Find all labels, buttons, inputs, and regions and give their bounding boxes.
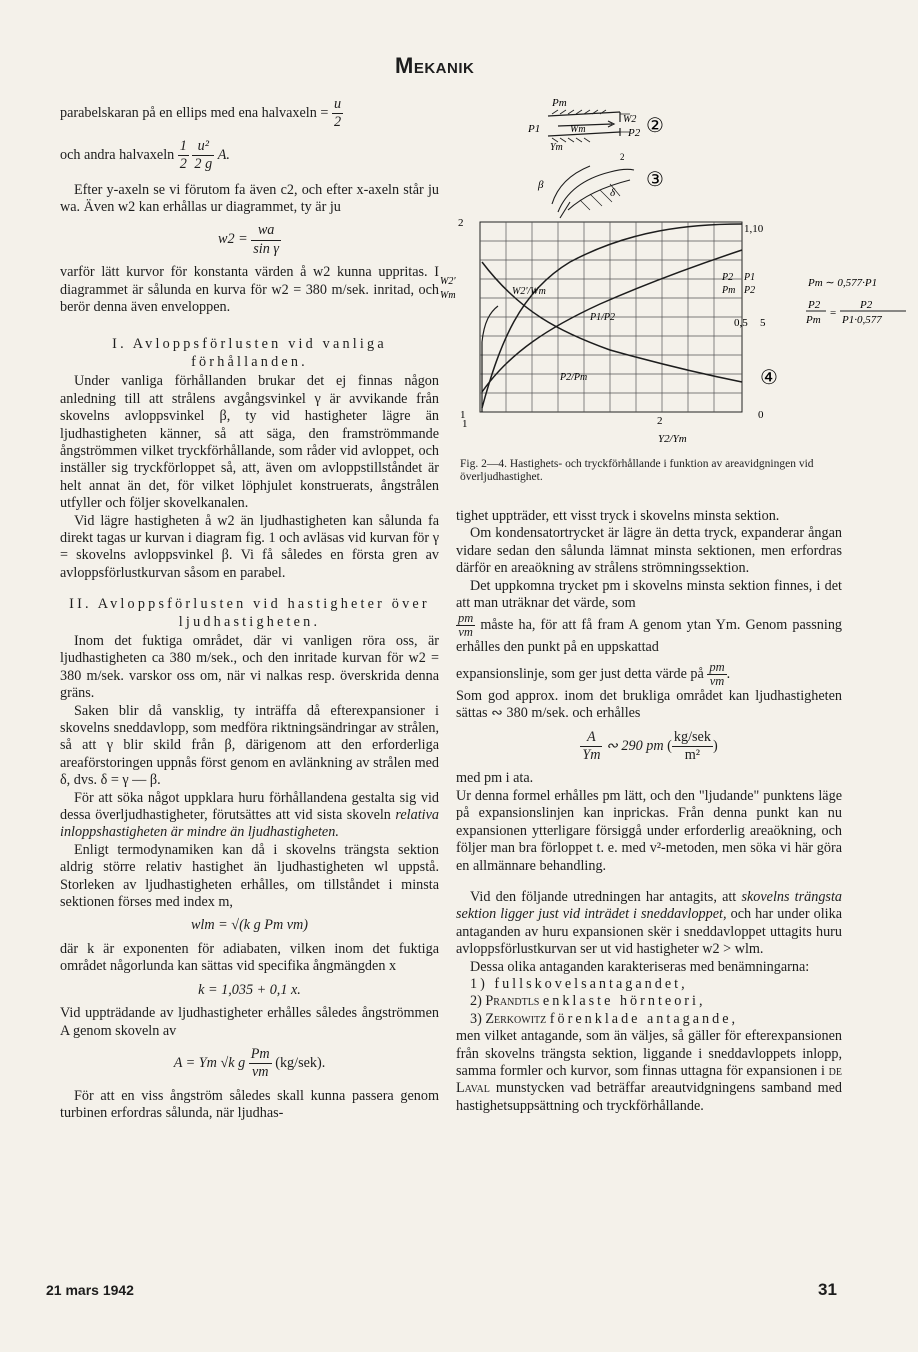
- formula: $\frac{A}{Ym}$ ∾ 290 pm ( $\frac{\text{kg/sek}}{\text{m²}}$ ): [582, 728, 718, 764]
- list-item: 3) Zerkowitz förenklade antagande,: [470, 1010, 739, 1027]
- left-column: [60, 96, 439, 1123]
- list-item: 1) fullskovelsantagandet,: [470, 975, 688, 992]
- footer-date: 21 mars 1942: [46, 1282, 134, 1298]
- box-label-p1: P1: [744, 272, 756, 283]
- paragraph: och andra halvaxeln $\frac{1}{2}$ $\frac{\text{u²}}{2 g}$ A.: [60, 137, 230, 173]
- axis-label-2b: 2: [657, 415, 663, 427]
- blade-schematic-2: [548, 110, 630, 142]
- paragraph: Vid den följande utredningen har antagits, att skovelns trängsta sektion ligger just vid inträdet i sneddavloppet, och har under olika antaganden av huru expansionen skër i sneddavloppet uttagits huru avloppsförlustkurvan ser ut vid hastigheter w2 > wlm.: [456, 888, 842, 958]
- formula: w2 = $\frac{wa}{\text{sin γ}}$: [218, 222, 279, 257]
- figure-number-3: ③: [646, 169, 664, 191]
- fraction: $\frac{\text{kg/sek}}{\text{m²}}$: [673, 728, 711, 764]
- equation-ratio-lhs-d: Pm: [806, 314, 821, 326]
- paragraph: För att en viss ångström således skall kunna passera genom turbinen erfordras sålunda, när ljudhas-: [60, 1087, 439, 1122]
- formula: A = Ym √k g $\frac{Pm}{vm}$ (kg/sek).: [173, 1045, 326, 1081]
- equation-pm: Pm ∼ 0,577·P1: [808, 277, 878, 289]
- paragraph: där k är exponenten för adiabaten, vilken inom det fuktiga området någorlunda kan sättas vid specifika ångmängden x: [60, 940, 439, 975]
- fraction: $\frac{Pm}{vm}$: [250, 1045, 270, 1081]
- paragraph: tighet uppträder, ett visst tryck i skovelns minsta sektion.: [456, 508, 780, 524]
- fraction: $\frac{pm}{vm}$: [458, 611, 474, 640]
- paragraph: Som god approx. inom det brukliga området kan ljudhastigheten sättas ∾ 380 m/sek. och erhålles: [456, 687, 842, 722]
- equation-ratio-rhs-n: P2: [860, 299, 873, 311]
- paragraph: Saken blir då vansklig, ty inträffa då efterexpansioner i skovelns sneddavlopp, som medföra riktningsändringar av strålen, så att γ blir skild från β, därigenom att den erforderliga areaförstoringen uppnås först genom en avlänkning av strålen med δ, dvs. δ = γ — β.: [60, 702, 439, 789]
- paragraph: $\frac{pm}{vm}$ måste ha, för att få fram A genom ytan Ym. Genom passning erhålles den punkt på en uppskattad: [456, 611, 843, 656]
- box-label-p2: P2: [722, 272, 734, 283]
- paragraph: Ur denna formel erhålles pm lätt, och den "ljudande" punktens läge på expansionslinjen kan inprickas. Från denna punkt kan nu expansionen ytterligare försiggå under erforderlig areaökning, och följer man bra förloppet t. e. med v²-metoden, men söka vi här göra en allmännare behandling.: [456, 787, 842, 874]
- figure-number-2: ②: [646, 115, 664, 137]
- y-axis-label-bottom: Wm: [440, 290, 456, 301]
- label-pm: Pm: [552, 97, 567, 109]
- section-header: Mekanik: [395, 53, 475, 78]
- paragraph: varför lätt kurvor för konstanta värden å w2 kunna uppritas. I diagrammet är sålunda en kurva för w2 = 380 m/sek. inritad, och berör denna även enveloppen.: [60, 264, 439, 316]
- label-p1: P1: [528, 123, 541, 135]
- y-axis-label-top: W2': [440, 276, 456, 287]
- section-heading: I. Avloppsförlusten vid vanliga förhållanden.: [112, 336, 387, 370]
- label-p2: P2: [628, 127, 641, 139]
- paragraph: parabelskaran på en ellips med ena halvaxeln = $\frac{u}{2}$: [60, 96, 342, 131]
- label-ym: Ym: [550, 142, 563, 153]
- list-item: 2) Prandtls enklaste hörnteori,: [470, 993, 706, 1010]
- paragraph: Vid lägre hastigheten å w2 än ljudhastigheten kan sålunda fa direkt tagas ur kurvan i diagram fig. 1 och avläsas vid kurvan för γ = skovelns avloppsvinkel β. Vi få således en första gren av avloppsförlustkurvan såsom en parabel.: [60, 512, 439, 581]
- paragraph: med pm i ata.: [456, 770, 534, 787]
- paragraph: Under vanliga förhållanden brukar det ej finnas någon anledning till att strålens avgångsvinkel γ är avvikande från skovelns avloppsvinkel β, ty vid hastigheter lägre än ljudhastigheten känner, så att säga, den framströmmande ångströmmen vilket tryckförhållande, som råder vid avloppet, och inställer sig tryckförloppet så, att, även om avloppstillståndet är helt annat än det, för vilket löphjulet konstruerats, ångstrålen utfyller och följer skovelkanalen.: [60, 373, 439, 512]
- paragraph: Dessa olika antaganden karakteriseras med benämningarna:: [470, 958, 810, 975]
- label-beta: β: [538, 179, 544, 191]
- axis-label-1-10: 1,10: [744, 223, 764, 235]
- curve-label-p1: P1/P2: [590, 312, 615, 323]
- curve-label-w: W2'/Wm: [512, 286, 546, 297]
- paragraph: Det uppkomna trycket pm i skovelns minsta sektion finnes, i det att man uträknar det värde, som: [456, 577, 842, 612]
- axis-label-1: 1: [460, 409, 466, 421]
- paragraph: Vid uppträdande av ljudhastigheter erhålles således ångströmmen A genom skoveln av: [60, 1005, 439, 1039]
- axis-label-0: 0: [758, 409, 764, 421]
- paragraph: För att söka något uppklara huru förhållandena gestalta sig vid dessa överljudhastigheter, förutsättes att vid sista skoveln relativa inloppshastigheten är mindre än ljudhastigheten.: [60, 789, 439, 841]
- paragraph: Inom det fuktiga området, där vi vanligen röra oss, är ljudhastigheten ca 380 m/sek., och den inritade kurvan för w2 = 380 m/sek. varskor oss om, när vi nalkas resp. överskrida denna gräns.: [60, 632, 439, 702]
- equation-ratio-rhs-d: P1·0,577: [842, 314, 882, 326]
- paragraph: Enligt termodynamiken kan då i skovelns trängsta sektion aldrig större relativ hastighet än ljudhastigheten wl uppstå. Storleken av ljudhastigheten erhålles, om tillståndet i minsta sektionen förses med index m,: [60, 841, 439, 911]
- label-wm: Wm: [570, 124, 586, 135]
- section-heading: II. Avloppsförlusten vid hastigheter över ljudhastigheten.: [69, 596, 430, 630]
- paragraph: Om kondensatortrycket är lägre än detta tryck, expanderar ångan vidare sedan den sålunda lämnat minsta sektionen, men erfordras därför en areaökning av strålens strömningssektion.: [456, 525, 842, 577]
- label-2: 2: [620, 152, 625, 162]
- paragraph: men vilket antagande, som än väljes, så gäller för efterexpansionen från skovelns trängsta sektion, liggande i sneddavloppets inlopp, samma formler och kurvor, som finnas uttagna för expansionen i de Laval munstycken vad beträffar areautvidgningens samband med hastighetsuppsättning och tryckförhållande.: [456, 1028, 843, 1114]
- fraction: $\frac{u}{2}$: [333, 96, 342, 131]
- axis-label-1b: 1: [462, 418, 468, 430]
- fraction: $\frac{1}{2}$: [179, 137, 187, 173]
- formula: wlm = √(k g Pm vm): [190, 917, 309, 934]
- figure-number-4: ④: [760, 367, 778, 389]
- equation-equals: =: [830, 307, 837, 319]
- curve-left-limit: [482, 306, 498, 412]
- curve-label-p2: P2/Pm: [560, 372, 588, 383]
- fraction: $\frac{A}{Ym}$: [582, 728, 601, 764]
- x-axis-label: Y2/Ym: [658, 433, 687, 445]
- formula: k = 1,035 + 0,1 x.: [198, 981, 301, 998]
- figure-caption: Fig. 2—4. Hastighets- och tryckförhållande i funktion av areavidgningen vid överljudhastighet.: [460, 458, 814, 483]
- axis-label-2: 2: [458, 217, 464, 229]
- label-delta: δ: [610, 187, 616, 199]
- box-label-p2b: P2: [744, 285, 756, 296]
- fraction: $\frac{wa}{\text{sin γ}}$: [253, 222, 279, 257]
- page-number: 31: [818, 1280, 837, 1299]
- figure-diagram: [440, 92, 910, 492]
- equation-ratio-lhs-n: P2: [808, 299, 821, 311]
- box-label-pm: Pm: [722, 285, 736, 296]
- label-w2: W2: [623, 114, 637, 125]
- blade-schematic-3: [552, 166, 634, 218]
- fraction: $\frac{pm}{vm}$: [709, 659, 725, 688]
- paragraph: expansionslinje, som ger just detta värde på $\frac{pm}{vm}$ .: [456, 659, 731, 688]
- right-column: [456, 508, 842, 1115]
- axis-label-0-5: 0,5: [734, 317, 748, 329]
- axis-label-5: 5: [760, 317, 766, 329]
- fraction: $\frac{\text{u²}}{2 g}$: [194, 137, 213, 173]
- paragraph: Efter y-axeln se vi förutom fa även c2, och efter x-axeln står ju wa. Även w2 kan erhållas ur diagrammet, ty är ju: [60, 181, 439, 216]
